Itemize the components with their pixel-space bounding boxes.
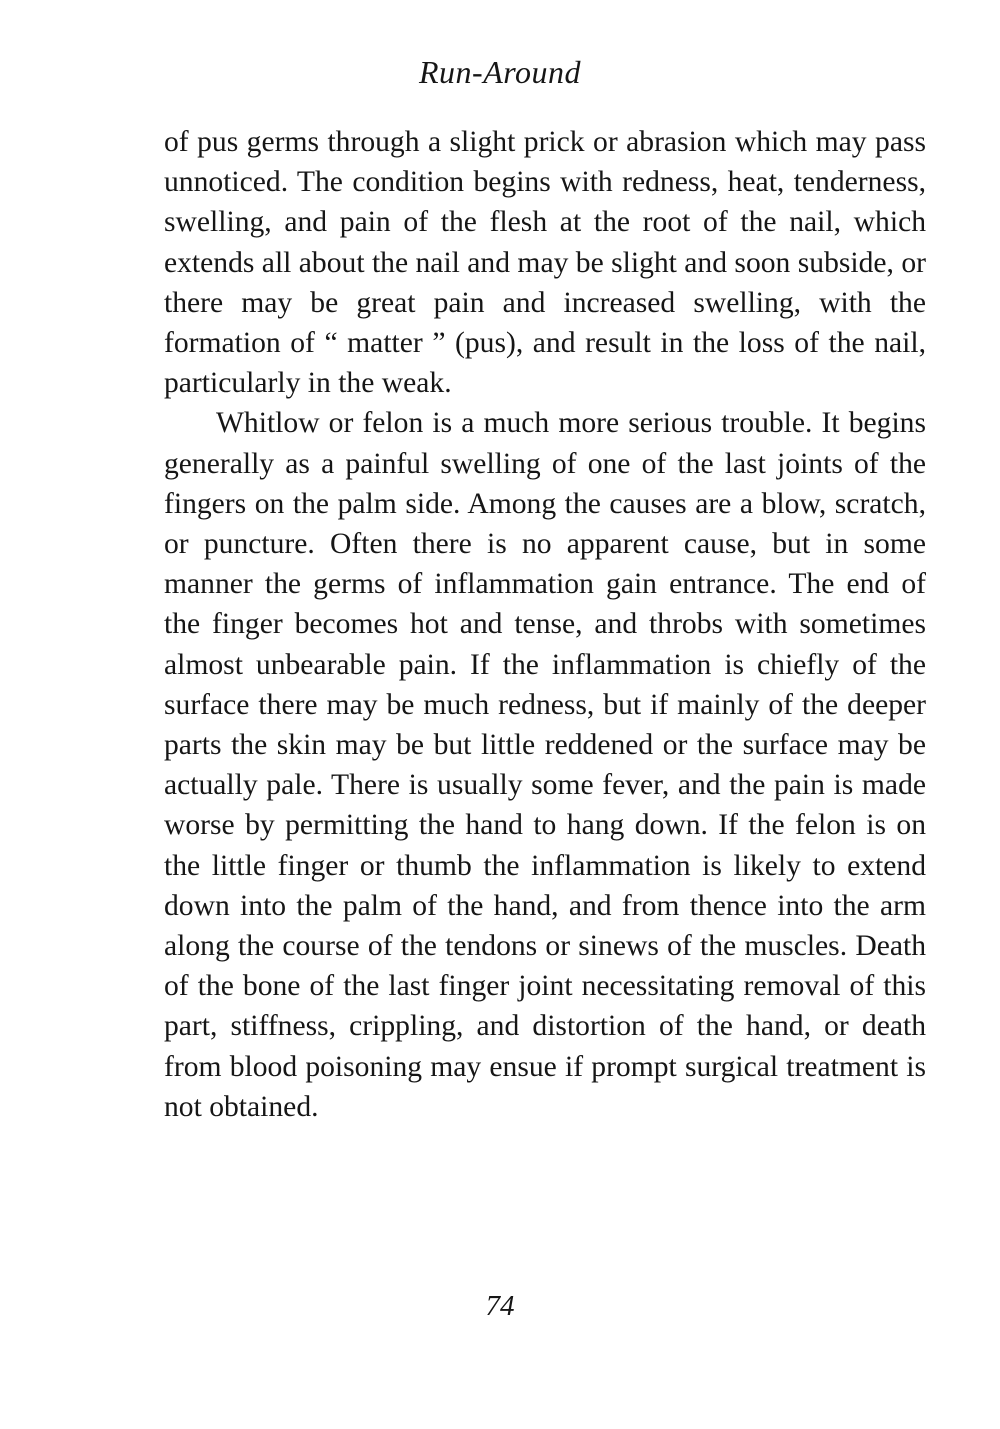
paragraph-continued: of pus germs through a slight prick or abrasion which may pass unnoticed. The condition begins with redness, heat, tenderness, swelling, and pain of the flesh at the root of the nail, which extends all about the nail and may be slight and soon subside, or there may be great pain and increased swelling, with the formation of “ matter ” (pus), and result in the loss of the nail, particularly in the weak. bbox=[164, 126, 926, 400]
page-number: 74 bbox=[485, 1290, 515, 1322]
paragraph-whitlow: Whitlow or felon is a much more serious trouble. It begins generally as a painful swelling of one of the last joints of the fingers on the palm side. Among the causes are a blow, scratch, or puncture. Often there is no apparent cause, but in some manner the germs of inflammation gain entrance. The end of the finger becomes hot and tense, and throbs with sometimes almost unbearable pain. If the inflammation is chiefly of the surface there may be much redness, but if mainly of the deeper parts the skin may be but little reddened or the surface may be actually pale. There is usually some fever, and the pain is made worse by permitting the hand to hang down. If the felon is on the little finger or thumb the inflammation is likely to extend down into the palm of the hand, and from thence into the arm along the course of the tendons or sinews of the muscles. Death of the bone of the last finger joint necessitating removal of this part, stiffness, crippling, and distortion of the hand, or death from blood poisoning may ensue if prompt surgical treatment is not obtained. bbox=[164, 407, 926, 1123]
running-head-title: Run-Around bbox=[418, 54, 581, 90]
body-text bbox=[164, 122, 926, 1127]
